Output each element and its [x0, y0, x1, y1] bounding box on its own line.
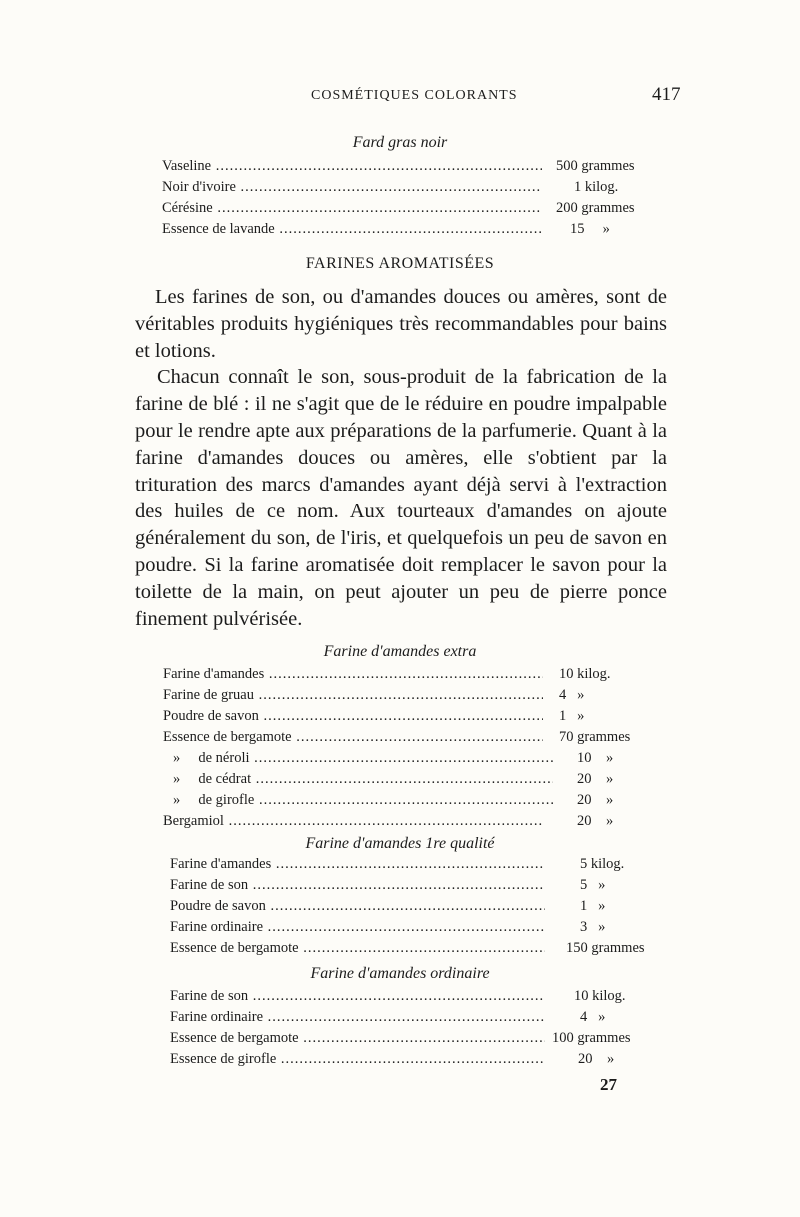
- body-text: [135, 284, 667, 632]
- ingredient-name: Farine de son .....: [170, 877, 545, 894]
- recipe-premiere: [170, 856, 670, 961]
- ingredient-qty: 4 »: [576, 1009, 605, 1026]
- ingredient-qty: 1 kilog.: [570, 179, 618, 196]
- ingredient-qty: 10 kilog.: [570, 988, 626, 1005]
- ingredient-qty: 20 »: [573, 813, 613, 830]
- running-head: [0, 84, 800, 112]
- recipe-ordinaire: [170, 988, 670, 1072]
- page-number: 417: [652, 84, 681, 105]
- ingredient-name: Noir d'ivoire .....: [162, 179, 542, 196]
- ingredient-qty: 20 »: [573, 792, 613, 809]
- ingredient-qty: 20 »: [574, 1051, 614, 1068]
- recipe-line: [170, 940, 670, 961]
- ingredient-name: Poudre de savon .....: [163, 708, 543, 725]
- paragraph: Chacun connaît le son, sous-produit de la fabrication de la farine de blé : il ne s'agit que de le réduire en poudre impalpable pour le rendre apte aux préparations de la parfumerie. Quant à la farine d'amandes douces ou amères, elle s'obtient par la trituration des marcs d'amandes ayant déjà servi à l'extraction des huiles de ce nom. Aux tourteaux d'amandes on ajoute généralement du son, de l'iris, et quelquefois un peu de savon en poudre. Si la farine aromatisée doit remplacer le savon pour la toilette de la main, on peut ajouter un peu de pierre ponce finement pulvérisée.: [135, 366, 667, 630]
- ingredient-name: Farine d'amandes .....: [170, 856, 545, 873]
- recipe-line: [170, 856, 670, 877]
- ingredient-name: » de néroli .....: [163, 750, 553, 767]
- ingredient-name: Essence de lavande .....: [162, 221, 542, 238]
- recipe-line: [162, 158, 667, 179]
- ingredient-qty: 4 »: [555, 687, 584, 704]
- recipe-title-fard: Fard gras noir: [352, 134, 448, 151]
- recipe-line: [170, 898, 670, 919]
- recipe-line: [163, 750, 673, 771]
- recipe-line: [162, 179, 667, 200]
- ingredient-name: Farine ordinaire .....: [170, 919, 545, 936]
- ingredient-name: Cérésine .....: [162, 200, 542, 217]
- ingredient-name: Farine ordinaire .....: [170, 1009, 545, 1026]
- ingredient-name: Farine de son .....: [170, 988, 545, 1005]
- recipe-line: [170, 1009, 670, 1030]
- recipe-line: [163, 708, 673, 729]
- recipe-title-premiere: Farine d'amandes 1re qualité: [305, 835, 495, 852]
- ingredient-qty: 1 »: [555, 708, 584, 725]
- section-heading: FARINES AROMATISÉES: [305, 255, 495, 272]
- ingredient-qty: 100 grammes: [548, 1030, 631, 1047]
- ingredient-name: » de girofle .....: [163, 792, 553, 809]
- recipe-line: [163, 771, 673, 792]
- recipe-line: [170, 1051, 670, 1072]
- ingredient-qty: 70 grammes: [555, 729, 630, 746]
- recipe-line: [163, 687, 673, 708]
- ingredient-name: Essence de girofle .....: [170, 1051, 545, 1068]
- ingredient-name: Essence de bergamote .....: [170, 1030, 545, 1047]
- ingredient-qty: 20 »: [573, 771, 613, 788]
- ingredient-name: » de cédrat .....: [163, 771, 553, 788]
- recipe-extra: [163, 666, 673, 834]
- ingredient-qty: 5 »: [576, 877, 605, 894]
- ingredient-name: Vaseline .....: [162, 158, 542, 175]
- recipe-line: [163, 729, 673, 750]
- ingredient-qty: 1 »: [576, 898, 605, 915]
- recipe-line: [170, 919, 670, 940]
- ingredient-name: Essence de bergamote .....: [163, 729, 543, 746]
- recipe-line: [163, 792, 673, 813]
- recipe-title-ordinaire: Farine d'amandes ordinaire: [310, 965, 490, 982]
- ingredient-name: Poudre de savon .....: [170, 898, 545, 915]
- ingredient-qty: 3 »: [576, 919, 605, 936]
- recipe-line: [170, 1030, 670, 1051]
- recipe-fard: [162, 158, 667, 242]
- recipe-line: [170, 877, 670, 898]
- ingredient-name: Bergamiol .....: [163, 813, 543, 830]
- ingredient-qty: 500 grammes: [552, 158, 635, 175]
- ingredient-qty: 15 »: [566, 221, 610, 238]
- paragraph: Les farines de son, ou d'amandes douces ou amères, sont de véritables produits hygiéniques très recommandables pour bains et lotions.: [135, 286, 667, 362]
- signature-mark: 27: [600, 1075, 617, 1094]
- ingredient-qty: 10 kilog.: [555, 666, 611, 683]
- recipe-line: [170, 988, 670, 1009]
- running-title: COSMÉTIQUES COLORANTS: [311, 88, 518, 103]
- ingredient-qty: 150 grammes: [562, 940, 645, 957]
- recipe-line: [162, 200, 667, 221]
- recipe-title-extra: Farine d'amandes extra: [323, 643, 477, 660]
- ingredient-name: Essence de bergamote .....: [170, 940, 545, 957]
- ingredient-qty: 200 grammes: [552, 200, 635, 217]
- recipe-line: [162, 221, 667, 242]
- ingredient-qty: 5 kilog.: [576, 856, 624, 873]
- recipe-line: [163, 813, 673, 834]
- ingredient-name: Farine d'amandes .....: [163, 666, 543, 683]
- ingredient-qty: 10 »: [573, 750, 613, 767]
- recipe-line: [163, 666, 673, 687]
- ingredient-name: Farine de gruau .....: [163, 687, 543, 704]
